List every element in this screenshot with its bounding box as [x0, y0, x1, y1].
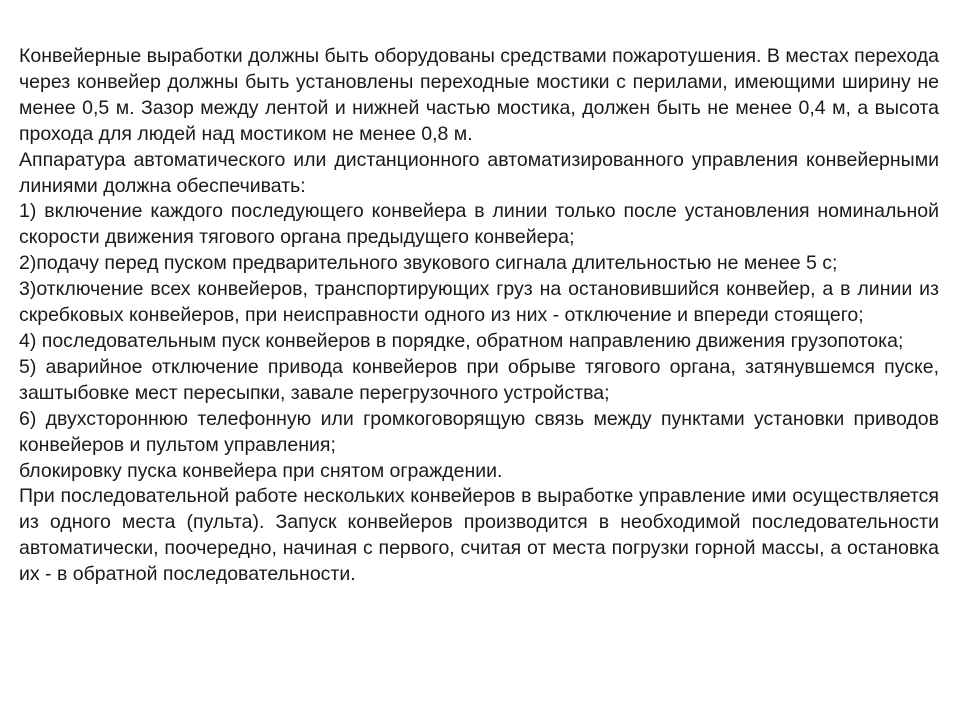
paragraph-fire-safety: Конвейерные выработки должны быть оборудованы средствами пожаротушения. В местах перехода через конвейер должны быть установлены переходные мостики с перилами, имеющими ширину не менее 0,5 м. Зазор между лентой и нижней частью мостика, должен быть не менее 0,4 м, а высота прохода для людей над мостиком не менее 0,8 м.: [19, 45, 939, 145]
document-body: [19, 44, 939, 588]
list-item-3: 3)отключение всех конвейеров, транспортирующих груз на остановившийся конвейер, а в линии из скребковых конвейеров, при неисправности одного из них - отключение и впереди стоящего;: [19, 278, 939, 327]
list-item-1: 1) включение каждого последующего конвейера в линии только после установления номинальной скорости движения тягового органа предыдущего конвейера;: [19, 200, 939, 249]
list-item-7: блокировку пуска конвейера при снятом ограждении.: [19, 459, 503, 482]
paragraph-sequential-operation: При последовательной работе нескольких конвейеров в выработке управление ими осуществляется из одного места (пульта). Запуск конвейеров производится в необходимой последовательности автоматически, поочередно, начиная с первого, считая от места погрузки горной массы, а остановка их - в обратной последовательности.: [19, 485, 939, 586]
list-item-2: 2)подачу перед пуском предварительного звукового сигнала длительностью не менее 5 с;: [19, 252, 838, 275]
list-item-4: 4) последовательным пуск конвейеров в порядке, обратном направлению движения грузопотока;: [19, 329, 904, 352]
list-item-5: 5) аварийное отключение привода конвейеров при обрыве тягового органа, затянувшемся пуске, заштыбовке мест пересыпки, завале перегрузочного устройства;: [19, 355, 939, 404]
list-item-6: 6) двухстороннюю телефонную или громкоговорящую связь между пунктами установки приводов конвейеров и пультом управления;: [19, 407, 939, 456]
paragraph-control-equipment: Аппаратура автоматического или дистанционного автоматизированного управления конвейерными линиями должна обеспечивать:: [19, 148, 939, 197]
